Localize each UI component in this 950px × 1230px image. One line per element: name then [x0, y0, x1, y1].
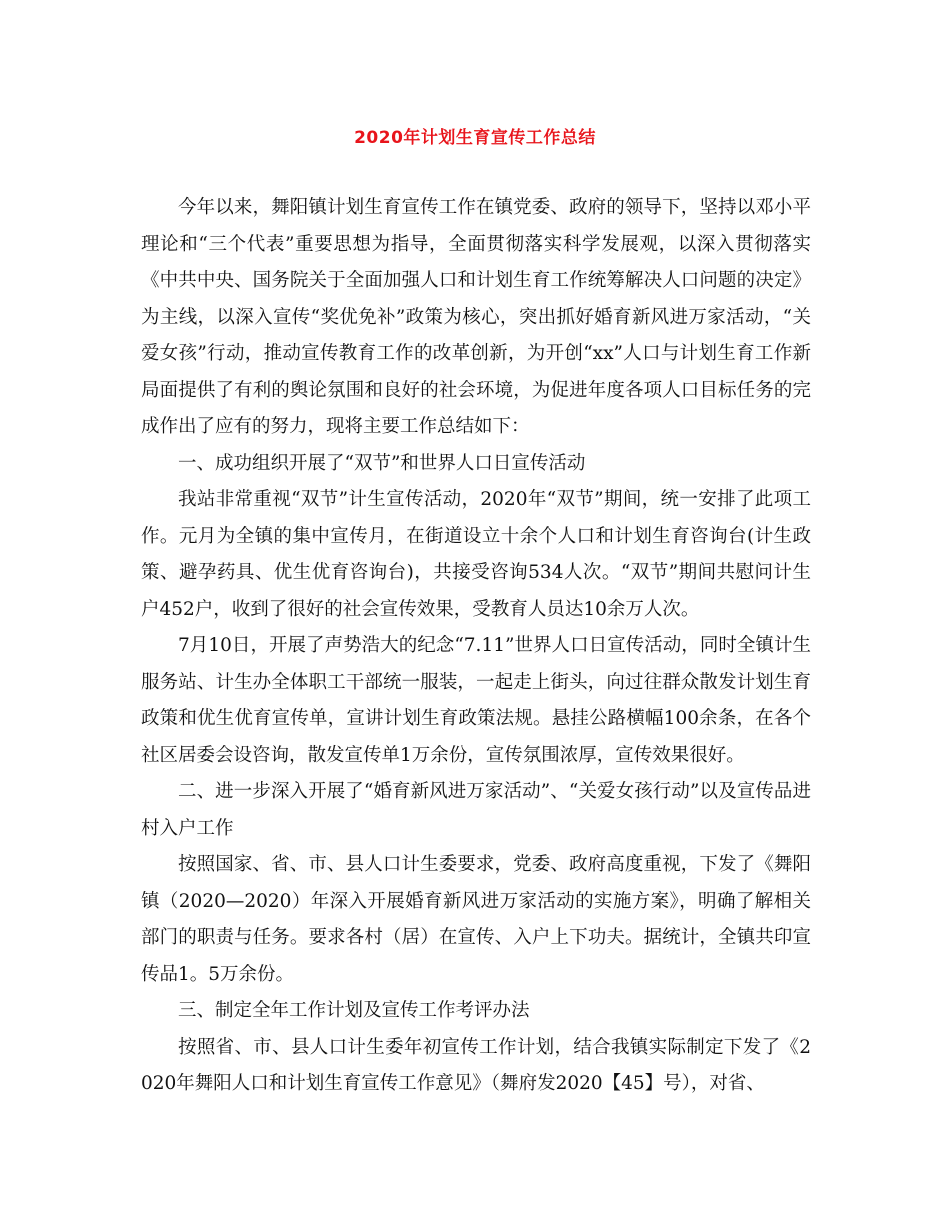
paragraph-population-day: 7月10日，开展了声势浩大的纪念“7.11”世界人口日宣传活动，同时全镇计生服务站、计生办全体职工干部统一服装，一起走上街头，向过往群众散发计划生育政策和优生优育宣传单，宣讲计划生育政策法规。悬挂公路横幅100余条，在各个社区居委会设咨询，散发宣传单1万余份，宣传氛围浓厚，宣传效果很好。 — [141, 635, 811, 766]
section-heading-1: 一、成功组织开展了“双节”和世界人口日宣传活动 — [178, 452, 586, 474]
document-body — [141, 190, 811, 1103]
paragraph-double-festival: 我站非常重视“双节”计生宣传活动，2020年“双节”期间，统一安排了此项工作。元月为全镇的集中宣传月，在街道设立十余个人口和计划生育咨询台(计生政策、避孕药具、优生优育咨询台)，共接受咨询534人次。“双节”期间共慰问计生户452户，收到了很好的社会宣传效果，受教育人员达10余万人次。 — [141, 489, 811, 620]
document-title: 2020年计划生育宣传工作总结 — [354, 128, 596, 148]
section-heading-2: 二、进一步深入开展了“婚育新风进万家活动”、“关爱女孩行动”以及宣传品进村入户工作 — [141, 781, 811, 839]
paragraph-implementation-plan: 按照国家、省、市、县人口计生委要求，党委、政府高度重视，下发了《舞阳镇（2020—2020）年深入开展婚育新风进万家活动的实施方案》，明确了解相关部门的职责与任务。要求各村（居）在宣传、入户上下功夫。据统计，全镇共印宣传品1。5万余份。 — [141, 854, 811, 985]
paragraph-intro: 今年以来，舞阳镇计划生育宣传工作在镇党委、政府的领导下，坚持以邓小平理论和“三个代表”重要思想为指导，全面贯彻落实科学发展观，以深入贯彻落实《中共中央、国务院关于全面加强人口和计划生育工作统筹解决人口问题的决定》为主线，以深入宣传“奖优免补”政策为核心，突出抓好婚育新风进万家活动，“关爱女孩”行动，推动宣传教育工作的改革创新，为开创“xx”人口与计划生育工作新局面提供了有利的舆论氛围和良好的社会环境，为促进年度各项人口目标任务的完成作出了应有的努力，现将主要工作总结如下： — [141, 197, 811, 437]
section-heading-3: 三、制定全年工作计划及宣传工作考评办法 — [178, 1000, 530, 1021]
paragraph-work-plan: 按照省、市、县人口计生委年初宣传工作计划，结合我镇实际制定下发了《2020年舞阳人口和计划生育宣传工作意见》（舞府发2020【45】号），对省、 — [141, 1036, 811, 1094]
